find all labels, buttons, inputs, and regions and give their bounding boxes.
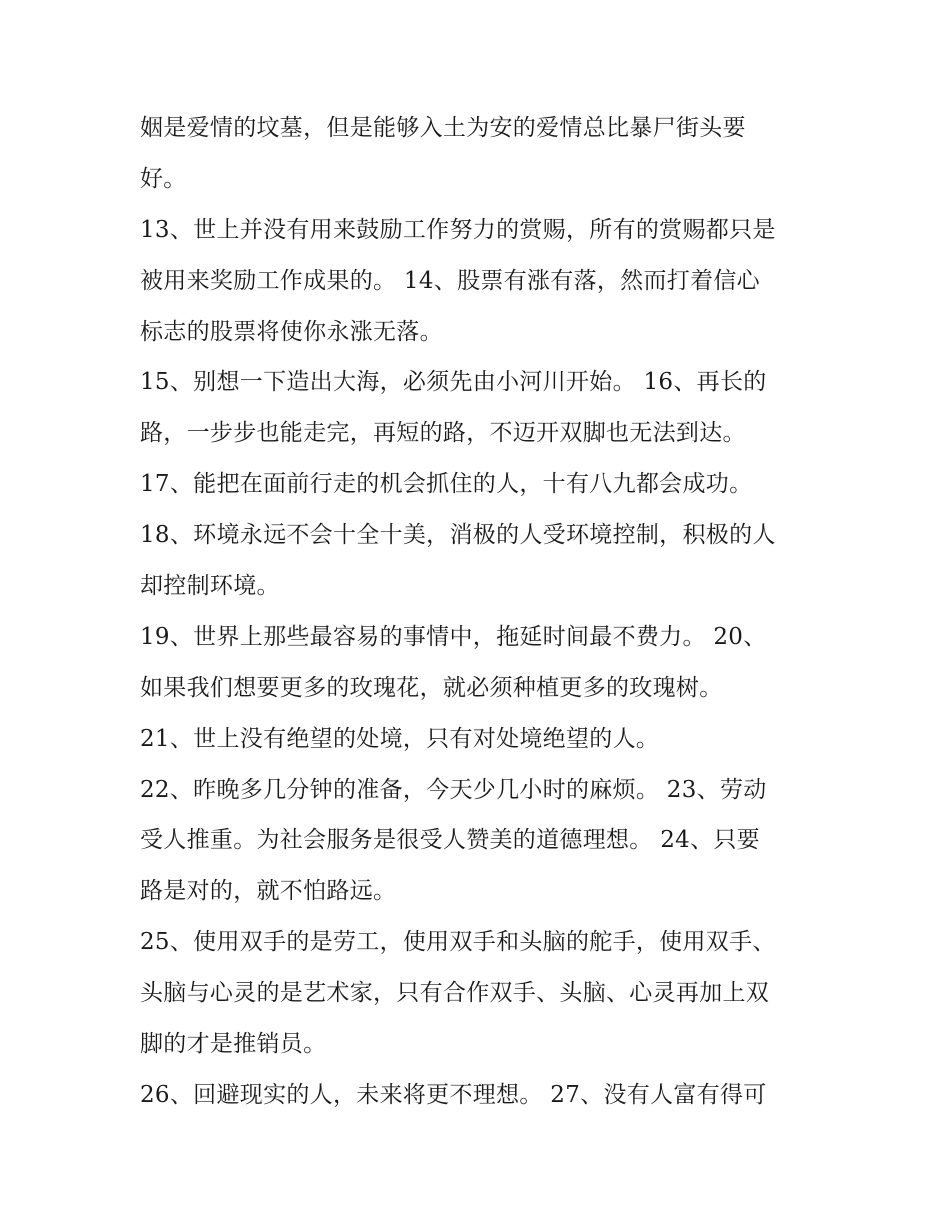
text-line: 如果我们想要更多的玫瑰花，就必须种植更多的玫瑰树。	[140, 674, 723, 701]
document-body	[140, 103, 840, 1121]
text-line: 路是对的，就不怕路远。	[140, 878, 397, 905]
text-line: 18、环境永远不会十全十美，消极的人受环境控制，积极的人	[140, 522, 776, 549]
text-line: 19、世界上那些最容易的事情中，拖延时间最不费力。 20、	[140, 623, 767, 650]
text-line: 受人推重。为社会服务是很受人赞美的道德理想。 24、只要	[140, 827, 760, 854]
text-line: 22、昨晚多几分钟的准备，今天少几小时的麻烦。 23、劳动	[140, 776, 767, 803]
text-line: 却控制环境。	[140, 573, 280, 600]
text-line: 被用来奖励工作成果的。 14、股票有涨有落，然而打着信心	[140, 267, 760, 294]
text-line: 标志的股票将使你永涨无落。	[140, 318, 443, 345]
text-line: 路，一步步也能走完，再短的路，不迈开双脚也无法到达。	[140, 420, 746, 447]
text-line: 26、回避现实的人，未来将更不理想。 27、没有人富有得可	[140, 1081, 767, 1108]
text-line: 15、别想一下造出大海，必须先由小河川开始。 16、再长的	[140, 369, 767, 396]
text-line: 脚的才是推销员。	[140, 1031, 327, 1058]
text-line: 姻是爱情的坟墓，但是能够入土为安的爱情总比暴尸街头要	[140, 115, 746, 141]
text-line: 头脑与心灵的是艺术家，只有合作双手、头脑、心灵再加上双	[140, 980, 770, 1007]
text-line: 17、能把在面前行走的机会抓住的人，十有八九都会成功。	[140, 471, 753, 498]
text-line: 好。	[140, 165, 187, 192]
text-line: 21、世上没有绝望的处境，只有对处境绝望的人。	[140, 725, 660, 752]
text-line: 25、使用双手的是劳工，使用双手和头脑的舵手，使用双手、	[140, 929, 776, 956]
text-line: 13、世上并没有用来鼓励工作努力的赏赐，所有的赏赐都只是	[140, 216, 776, 243]
